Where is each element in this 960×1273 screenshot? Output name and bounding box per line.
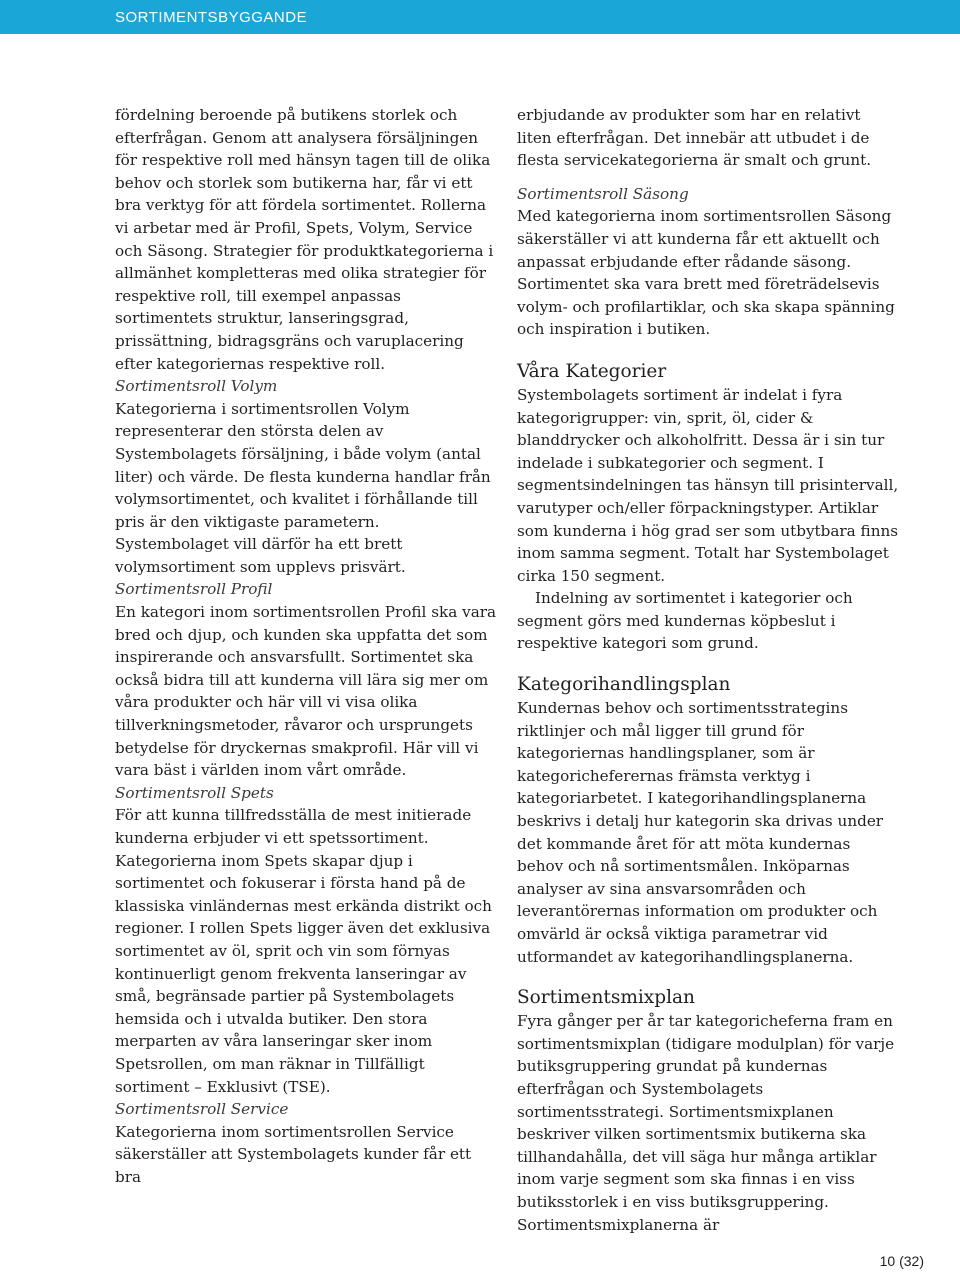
kategorihandlingsplan-paragraph: Kundernas behov och sortimentsstrategins riktlinjer och mål ligger till grund för kategoriernas handlingsplaner, som är kategoricheferernas främsta verktyg i kategoriarbetet. I kategorihandlingsplanerna beskrivs i detalj hur kategorin ska drivas under det kommande året för att möta kundernas behov och nå sortimentsmålen. Inköparnas analyser av sina ansvarsområden och leverantörernas information om produkter och omvärld är också viktiga parametrar vid utformandet av kategorihandlingsplanerna. [517, 699, 884, 966]
kategorier-heading: Våra Kategorier [517, 360, 667, 382]
spets-heading: Sortimentsroll Spets [115, 783, 274, 802]
page-number: 10 (32) [879, 1253, 924, 1269]
section-label: SORTIMENTSBYGGANDE [115, 9, 308, 26]
profil-paragraph: En kategori inom sortimentsrollen Profil ska vara bred och djup, och kunden ska uppfatta det som inspirerande och ansvarsfullt. Sortimentet ska också bidra till att kunderna vill lära sig mer om våra produkter och här vill vi visa olika tillverkningsmetoder, råvaror och ursprungets betydelse för dryckernas smakprofil. Här vill vi vara bäst i världen inom vårt område. [115, 603, 497, 780]
service-continued-paragraph: erbjudande av produkter som har en relativt liten efterfrågan. Det innebär att utbudet i de flesta servicekategorierna är smalt och grunt. [517, 106, 872, 170]
sasong-paragraph: Med kategorierna inom sortimentsrollen Säsong säkerställer vi att kunderna får ett aktuellt och anpassat erbjudande efter rådande säsong. Sortimentet ska vara brett med företrädelsevis volym- och profilartiklar, och ska skapa spänning och inspiration i butiken. [517, 207, 895, 339]
volym-heading: Sortimentsroll Volym [115, 377, 278, 396]
sortimentsmixplan-paragraph: Fyra gånger per år tar kategoricheferna fram en sortimentsmixplan (tidigare modulplan) för varje butiksgruppering grundat på kundernas efterfrågan och Systembolagets sortimentsstrategi. Sortimentsmixplanen beskriver vilken sortimentsmix butikerna ska tillhandahålla, det vill säga hur många artiklar inom varje segment som ska finnas i en viss butiksstorlek i en viss butiksgruppering. Sortimentsmixplanerna är [517, 1012, 895, 1234]
spets-paragraph: För att kunna tillfredsställa de mest initierade kunderna erbjuder vi ett spetssortiment. Kategorierna inom Spets skapar djup i sortimentet och fokuserar i första hand på de klassiska vinländernas mest erkända distrikt och regioner. I rollen Spets ligger även det exklusiva sortimentet av öl, sprit och vin som förnyas kontinuerligt genom frekventa lanseringar av små, begränsade partier på Systembolagets hemsida och i utvalda butiker. Den stora merparten av våra lanseringar sker inom Spetsrollen, om man räknar in Tillfälligt sortiment – Exklusivt (TSE). [115, 806, 492, 1096]
profil-heading: Sortimentsroll Profil [115, 580, 273, 599]
service-paragraph: Kategorierna inom sortimentsrollen Service säkerställer att Systembolagets kunder får ett bra [115, 1122, 472, 1186]
right-column [517, 104, 899, 1236]
kategorihandlingsplan-heading: Kategorihandlingsplan [517, 674, 731, 696]
left-column [115, 104, 497, 1189]
service-heading: Sortimentsroll Service [115, 1100, 289, 1119]
kategorier-paragraph-2: Indelning av sortimentet i kategorier och segment görs med kundernas köpbeslut i respektive kategori som grund. [517, 589, 853, 653]
kategorier-paragraph: Systembolagets sortiment är indelat i fyra kategorigrupper: vin, sprit, öl, cider & blanddrycker och alkoholfritt. Dessa är i sin tur indelade i subkategorier och segment. I segmentsindelningen tas hänsyn till prisintervall, varutyper och/eller förpackningstyper. Artiklar som kunderna i hög grad ser som utbytbara finns inom samma segment. Totalt har Systembolaget cirka 150 segment. [517, 385, 899, 585]
sasong-heading: Sortimentsroll Säsong [517, 184, 689, 203]
volym-paragraph: Kategorierna i sortimentsrollen Volym representerar den största delen av Systembolagets försäljning, i både volym (antal liter) och värde. De flesta kunderna handlar från volymsortimentet, och kvalitet i förhållande till pris är den viktigaste parametern. Systembolaget vill därför ha ett brett volymsortiment som upplevs prisvärt. [115, 399, 491, 576]
sortimentsmixplan-heading: Sortimentsmixplan [517, 987, 695, 1009]
section-header-bar [0, 0, 960, 34]
intro-paragraph: fördelning beroende på butikens storlek och efterfrågan. Genom att analysera försäljningen för respektive roll med hänsyn tagen till de olika behov och storlek som butikerna har, får vi ett bra verktyg för att fördela sortimentet. Rollerna vi arbetar med är Profil, Spets, Volym, Service och Säsong. Strategier för produktkategorierna i allmänhet kompletteras med olika strategier för respektive roll, till exempel anpassas sortimentets struktur, lanseringsgrad, prissättning, bidragsgräns och varuplacering efter kategoriernas respektive roll. [115, 106, 494, 373]
